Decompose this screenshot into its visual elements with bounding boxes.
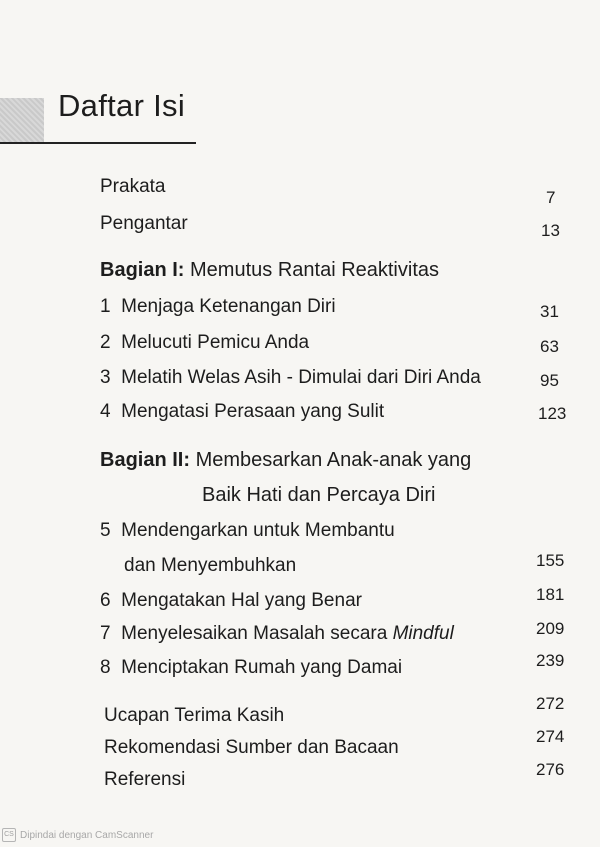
toc-page-pengantar: 13 bbox=[541, 221, 560, 240]
chapter-5-title-line2: dan Menyembuhkan bbox=[124, 555, 297, 576]
chapter-title-italic: Mindful bbox=[392, 623, 454, 644]
chapter-title-line1: Mendengarkan untuk Membantu bbox=[121, 520, 395, 541]
page-title: Daftar Isi bbox=[58, 88, 186, 123]
toc-chapter-4 bbox=[100, 401, 384, 423]
toc-chapter-5 bbox=[100, 520, 395, 542]
chapter-title: Menjaga Ketenangan Diri bbox=[121, 296, 336, 317]
toc-page-prakata: 7 bbox=[546, 188, 556, 207]
toc-page-referensi: 276 bbox=[536, 760, 565, 779]
toc-entry-pengantar: Pengantar bbox=[100, 213, 188, 234]
toc-entry-ucapan: Ucapan Terima Kasih bbox=[104, 705, 285, 726]
chapter-title: Menyelesaikan Masalah secara bbox=[121, 623, 388, 644]
toc-chapter-8 bbox=[100, 657, 402, 679]
chapter-title: Mengatakan Hal yang Benar bbox=[121, 590, 362, 611]
chapter-title: Mengatasi Perasaan yang Sulit bbox=[121, 401, 385, 422]
toc-entry-referensi: Referensi bbox=[104, 769, 186, 790]
part-1-heading bbox=[100, 259, 439, 282]
toc-chapter-2 bbox=[100, 332, 309, 354]
chapter-title: Melatih Welas Asih - Dimulai dari Diri Anda bbox=[121, 367, 481, 388]
toc-entry-prakata: Prakata bbox=[100, 176, 166, 197]
chapter-number: 2 bbox=[100, 332, 111, 353]
toc-page-ucapan: 272 bbox=[536, 694, 565, 713]
chapter-title: Melucuti Pemicu Anda bbox=[121, 332, 310, 353]
part-1-label: Bagian I: bbox=[100, 259, 185, 281]
scanner-text: Dipindai dengan CamScanner bbox=[20, 829, 154, 841]
title-tab-block bbox=[0, 98, 44, 144]
toc-page-chapter-8: 239 bbox=[536, 651, 565, 670]
title-underline bbox=[0, 142, 196, 144]
toc-chapter-7 bbox=[100, 623, 454, 645]
toc-chapter-6 bbox=[100, 590, 362, 612]
part-2-heading bbox=[100, 449, 471, 472]
chapter-number: 8 bbox=[100, 657, 111, 678]
toc-page-chapter-3: 95 bbox=[540, 371, 559, 390]
chapter-number: 4 bbox=[100, 401, 111, 422]
toc-page-chapter-1: 31 bbox=[540, 302, 559, 321]
chapter-number: 7 bbox=[100, 623, 111, 644]
toc-page-rekomendasi: 274 bbox=[536, 727, 565, 746]
part-2-title-line1: Membesarkan Anak-anak yang bbox=[195, 449, 472, 471]
chapter-number: 5 bbox=[100, 520, 111, 541]
toc-entry-rekomendasi: Rekomendasi Sumber dan Bacaan bbox=[104, 737, 399, 758]
part-2-label: Bagian II: bbox=[100, 449, 191, 471]
chapter-number: 6 bbox=[100, 590, 111, 611]
toc-chapter-3 bbox=[100, 367, 481, 389]
chapter-number: 3 bbox=[100, 367, 111, 388]
camscanner-icon: CS bbox=[2, 828, 16, 842]
part-1-title: Memutus Rantai Reaktivitas bbox=[190, 259, 439, 281]
chapter-number: 1 bbox=[100, 296, 111, 317]
part-2-title-line2: Baik Hati dan Percaya Diri bbox=[202, 484, 436, 506]
toc-page-chapter-7: 209 bbox=[536, 619, 565, 638]
toc-page-chapter-6: 181 bbox=[536, 585, 565, 604]
chapter-title: Menciptakan Rumah yang Damai bbox=[121, 657, 403, 678]
toc-page-chapter-5: 155 bbox=[536, 551, 565, 570]
toc-chapter-1 bbox=[100, 296, 336, 318]
toc-page-chapter-4: 123 bbox=[538, 404, 567, 423]
scanner-watermark bbox=[2, 828, 153, 842]
toc-page-chapter-2: 63 bbox=[540, 337, 559, 356]
